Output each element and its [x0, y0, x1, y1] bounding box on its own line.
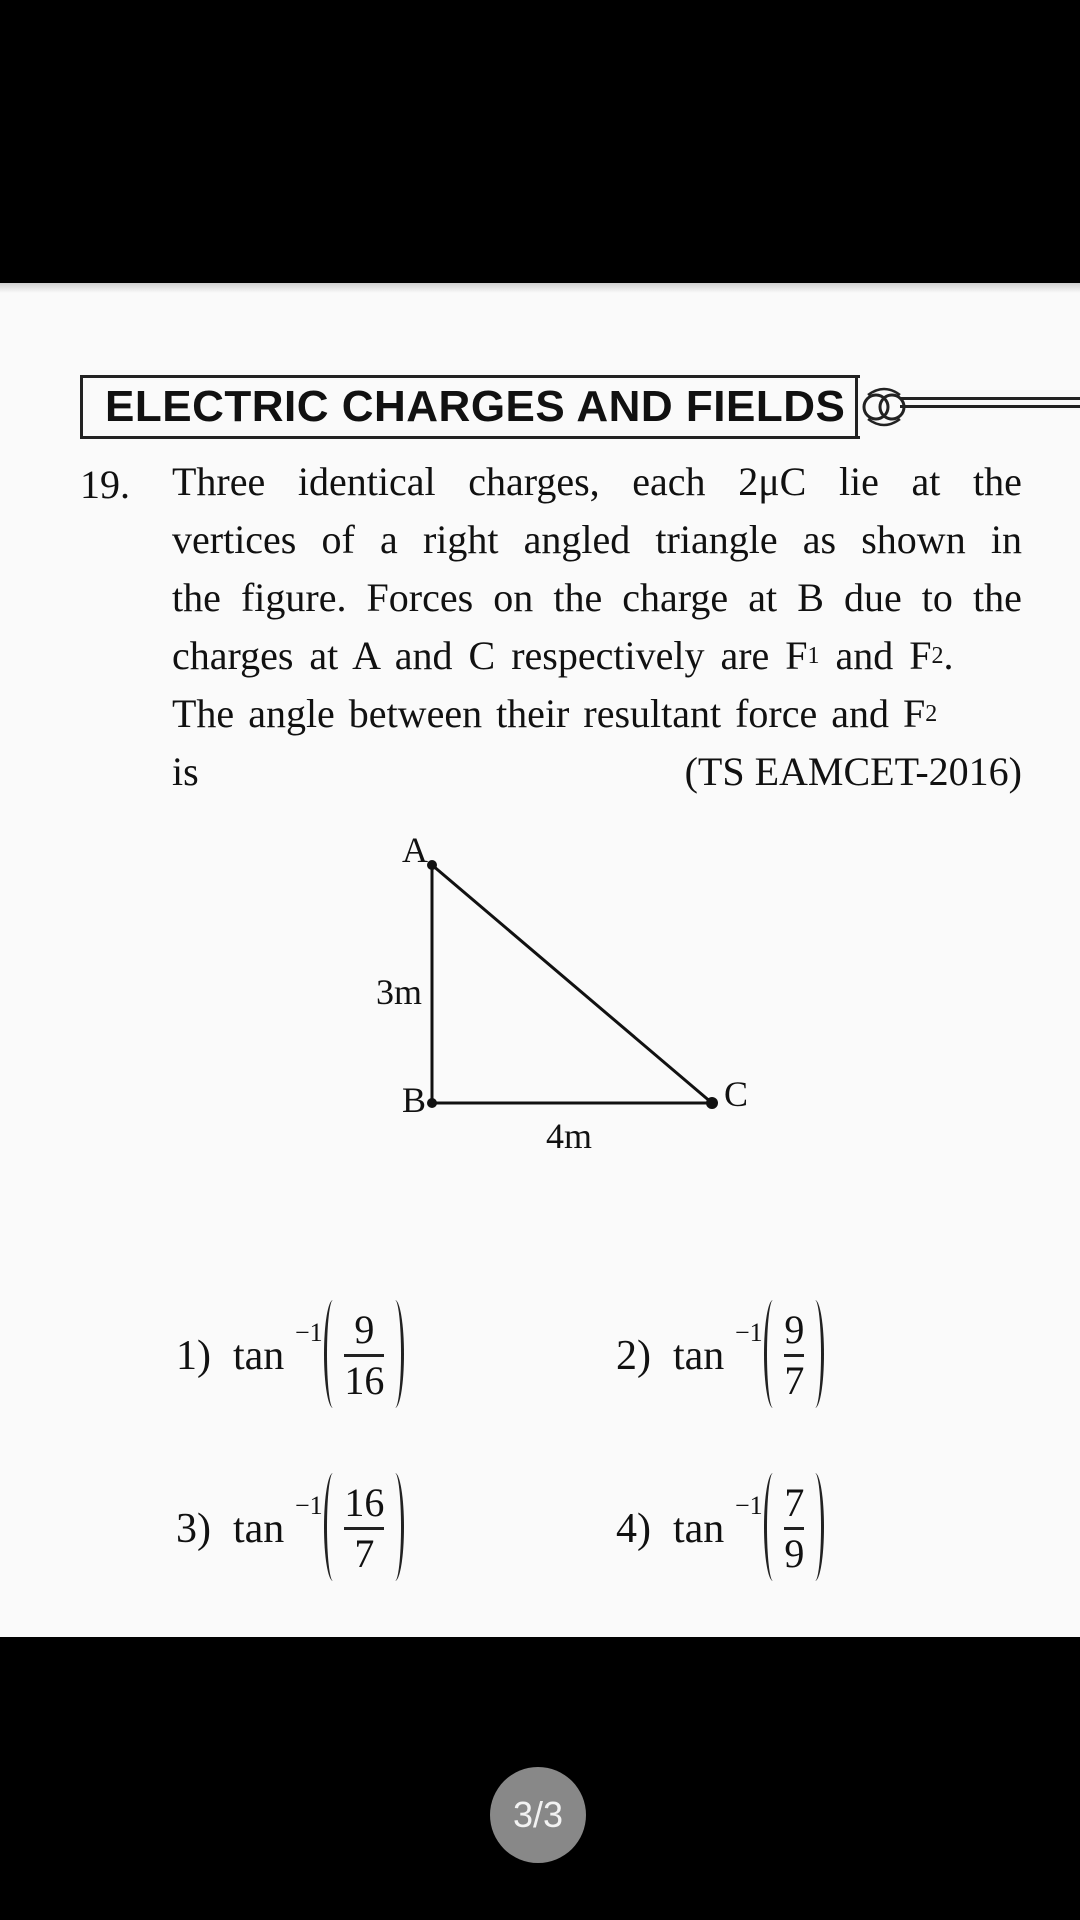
triangle-figure [360, 830, 780, 1156]
page-edge [0, 283, 1080, 293]
option-1[interactable]: 1) tan −1 $\frac{9}{16}$ [176, 1308, 398, 1403]
side-label-ab: 3m [376, 972, 423, 1012]
question-number: 19. [80, 462, 130, 507]
exam-source: (TS EAMCET-2016) [684, 749, 1022, 794]
question-line-1: Three identical charges, each 2μC lie at the [172, 459, 1022, 504]
page-indicator[interactable]: 3/3 [490, 1767, 586, 1863]
vertex-label-a: A [402, 830, 428, 870]
question-line-2: vertices of a right angled triangle as shown in [172, 517, 1022, 562]
option-4[interactable]: 4) tan −1 $\frac{7}{9}$ [616, 1481, 818, 1576]
option-3[interactable]: 3) tan −1 $\frac{16}{7}$ [176, 1481, 398, 1576]
question-line-4: charges at A and C respectively are F 1 and F 2 . [172, 633, 954, 678]
vertex-label-b: B [402, 1080, 427, 1120]
vertex-label-c: C [724, 1074, 749, 1114]
header-lines [900, 397, 1080, 417]
question-line-3: the figure. Forces on the charge at B due to the [172, 575, 1022, 620]
option-2[interactable]: 2) tan −1 $\frac{9}{7}$ [616, 1308, 818, 1403]
question-line-6 [172, 743, 1022, 801]
chapter-title: ELECTRIC CHARGES AND FIELDS [105, 382, 846, 431]
side-label-bc: 4m [546, 1116, 593, 1156]
question-end-text: is [172, 749, 199, 794]
document-page [0, 283, 1080, 1637]
question-line-5: The angle between their resultant force and F 2 [172, 691, 938, 736]
chapter-header [80, 375, 860, 439]
